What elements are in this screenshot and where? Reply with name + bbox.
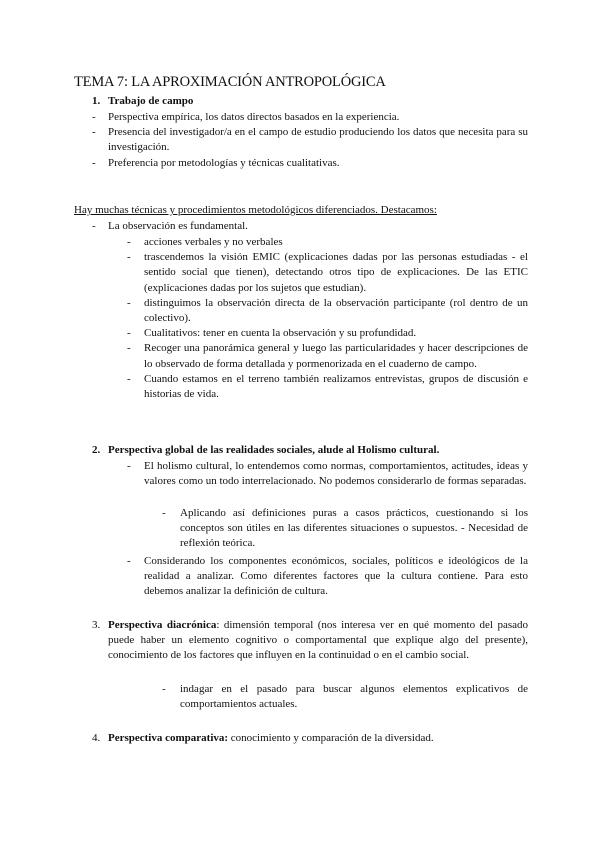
section-heading: Perspectiva diacrónica — [108, 619, 217, 631]
section-body: conocimiento y comparación de la diversidad. — [228, 732, 434, 744]
bullet: - — [162, 683, 166, 695]
observation-sublist — [127, 235, 528, 402]
sublist-item — [162, 506, 528, 552]
section-number: 3. — [92, 619, 101, 631]
section-heading: Perspectiva global de las realidades sociales, alude al Holismo cultural. — [108, 444, 440, 456]
sublist-item-text: distinguimos la observación directa de la observación participante (rol dentro de un colectivo). — [144, 296, 528, 325]
section-2-heading — [92, 443, 532, 458]
list-item — [92, 156, 528, 171]
sublist-item — [162, 682, 528, 712]
section-3-text — [108, 618, 528, 664]
sublist-item-text: Aplicando así definiciones puras a casos prácticos, cuestionando si los conceptos son útiles en las diferentes situaciones o supuestos. - Necesidad de reflexión teórica. — [180, 507, 528, 550]
bullet: - — [127, 296, 131, 309]
bullet: - — [92, 220, 96, 232]
section-1-list — [92, 110, 528, 171]
bullet: - — [127, 342, 131, 355]
sublist-item — [127, 372, 528, 402]
sublist-item — [127, 235, 528, 250]
section-4-paragraph — [92, 731, 528, 746]
list-item-text: El holismo cultural, lo entendemos como normas, comportamientos, actitudes, ideas y valores como un todo interrelacionado. No podemos considerarlo de formas separadas. — [144, 460, 528, 488]
section-1 — [92, 94, 532, 109]
sublist-item-text: indagar en el pasado para buscar algunos elementos explicativos de comportamientos actuales. — [180, 683, 528, 711]
section-heading: Trabajo de campo — [108, 95, 194, 107]
section-2-sublist — [162, 506, 528, 552]
section-number: 1. — [92, 95, 101, 107]
section-number: 4. — [92, 732, 101, 744]
section-4 — [92, 731, 528, 746]
section-heading: Perspectiva comparativa: — [108, 732, 229, 744]
list-item-text: Preferencia por metodologías y técnicas cualitativas. — [108, 156, 340, 169]
list-item-text: Presencia del investigador/a en el campo de estudio produciendo los datos que necesita para su investigación. — [108, 126, 528, 154]
techniques-list — [92, 219, 528, 234]
sublist-item — [127, 341, 528, 371]
bullet: - — [92, 126, 96, 139]
sublist-item — [127, 250, 528, 296]
sublist-item — [127, 296, 528, 326]
document-title: TEMA 7: LA APROXIMACIÓN ANTROPOLÓGICA — [74, 74, 386, 90]
section-2-list-2 — [127, 554, 528, 600]
sublist-item-text: trascendemos la visión EMIC (explicaciones dadas por las personas estudiadas - el sentido social que tienen), detectando otros tipo de explicaciones. De las ETIC (explicaciones dadas por los sujetos que estudian). — [144, 251, 528, 294]
list-item — [127, 554, 528, 600]
section-2 — [92, 443, 532, 458]
bullet: - — [92, 111, 96, 123]
techniques-intro-text: Hay muchas técnicas y procedimientos metodológicos diferenciados. Destacamos: — [74, 204, 437, 216]
section-body: : dimensión temporal (nos interesa ver en qué momento del pasado puede haber un elemento cognitivo o comportamental que explique algo del presente), conocimiento de los factores que influyen en la continuidad o en el cambio social. — [108, 619, 528, 662]
section-3-sublist — [162, 682, 528, 712]
sublist-item-text: Cuando estamos en el terreno también realizamos entrevistas, grupos de discusión e historias de vida. — [144, 372, 528, 401]
list-item-text: Considerando los componentes económicos, sociales, políticos e ideológicos de la realidad a analizar. Como diferentes factores que la cultura contiene. Para esto debemos analizar la definición de cultura. — [144, 555, 528, 598]
bullet: - — [127, 327, 131, 340]
section-1-heading — [92, 94, 532, 109]
bullet: - — [127, 460, 131, 472]
sublist-item — [127, 326, 528, 341]
section-number: 2. — [92, 444, 101, 456]
bullet: - — [162, 507, 166, 519]
sublist-item-text: Cualitativos: tener en cuenta la observación y su profundidad. — [144, 327, 417, 340]
bullet: - — [127, 236, 131, 248]
bullet: - — [127, 372, 131, 385]
section-3 — [92, 618, 528, 664]
section-3-paragraph — [92, 618, 528, 664]
list-item-text: Perspectiva empírica, los datos directos basados en la experiencia. — [108, 111, 400, 123]
sublist-item-text: acciones verbales y no verbales — [144, 236, 283, 248]
list-item — [127, 459, 528, 489]
bullet: - — [127, 251, 131, 264]
section-4-text — [108, 731, 528, 746]
sublist-item-text: Recoger una panorámica general y luego las particularidades y hacer descripciones de lo observado de forma detallada y pormenorizada en el cuaderno de campo. — [144, 342, 528, 370]
techniques-intro — [74, 203, 534, 218]
bullet: - — [92, 156, 96, 169]
list-item — [92, 125, 528, 155]
list-item-text: La observación es fundamental. — [108, 220, 248, 232]
bullet: - — [127, 555, 131, 567]
section-2-list — [127, 459, 528, 489]
list-item — [92, 219, 528, 234]
list-item — [92, 110, 528, 125]
